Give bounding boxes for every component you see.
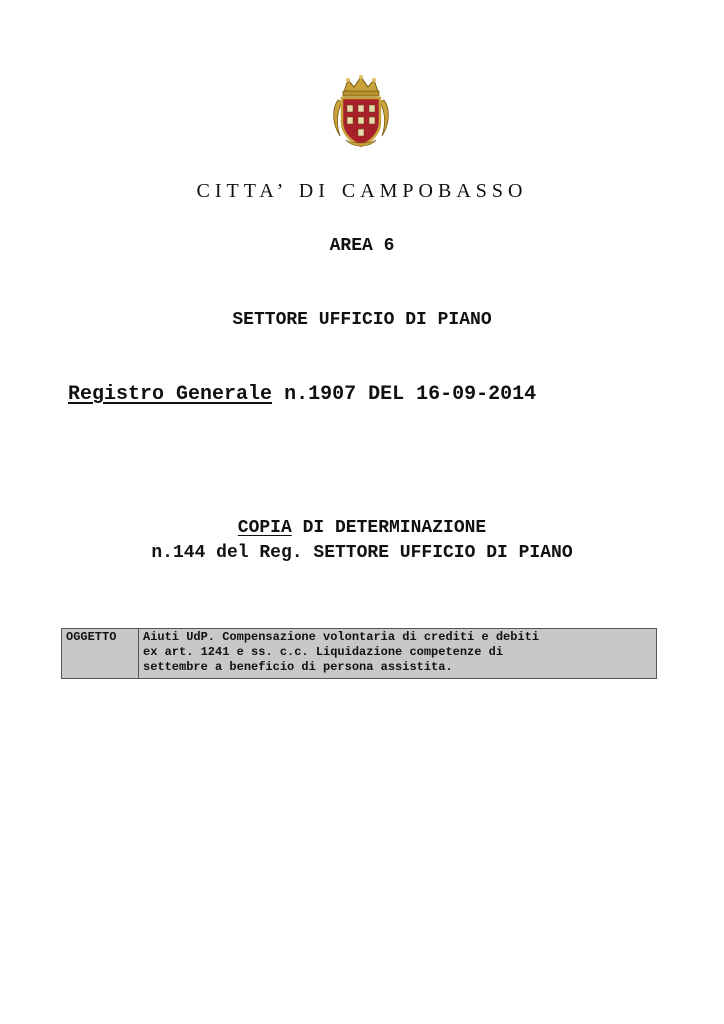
determinazione-title xyxy=(0,518,724,538)
oggetto-row xyxy=(62,629,657,679)
registro-number: n.1907 DEL 16-09-2014 xyxy=(284,383,537,406)
copia-label: COPIA xyxy=(237,518,292,538)
campobasso-coat-of-arms-icon xyxy=(330,74,392,150)
oggetto-label: OGGETTO xyxy=(62,629,139,679)
registro-label: Registro Generale xyxy=(68,383,273,406)
oggetto-table xyxy=(61,628,657,679)
oggetto-text: Aiuti UdP. Compensazione volontaria di crediti e debiti ex art. 1241 e ss. c.c. Liquidazione competenze di settembre a beneficio di persona assistita. xyxy=(139,629,657,679)
area-heading: AREA 6 xyxy=(329,236,395,256)
determinazione-reg-line: n.144 del Reg. SETTORE UFFICIO DI PIANO xyxy=(151,543,573,563)
registro-generale xyxy=(68,383,536,406)
city-title: CITTA’ DI CAMPOBASSO xyxy=(196,180,528,202)
settore-heading: SETTORE UFFICIO DI PIANO xyxy=(232,310,492,330)
determinazione-label: DI DETERMINAZIONE xyxy=(302,518,487,538)
